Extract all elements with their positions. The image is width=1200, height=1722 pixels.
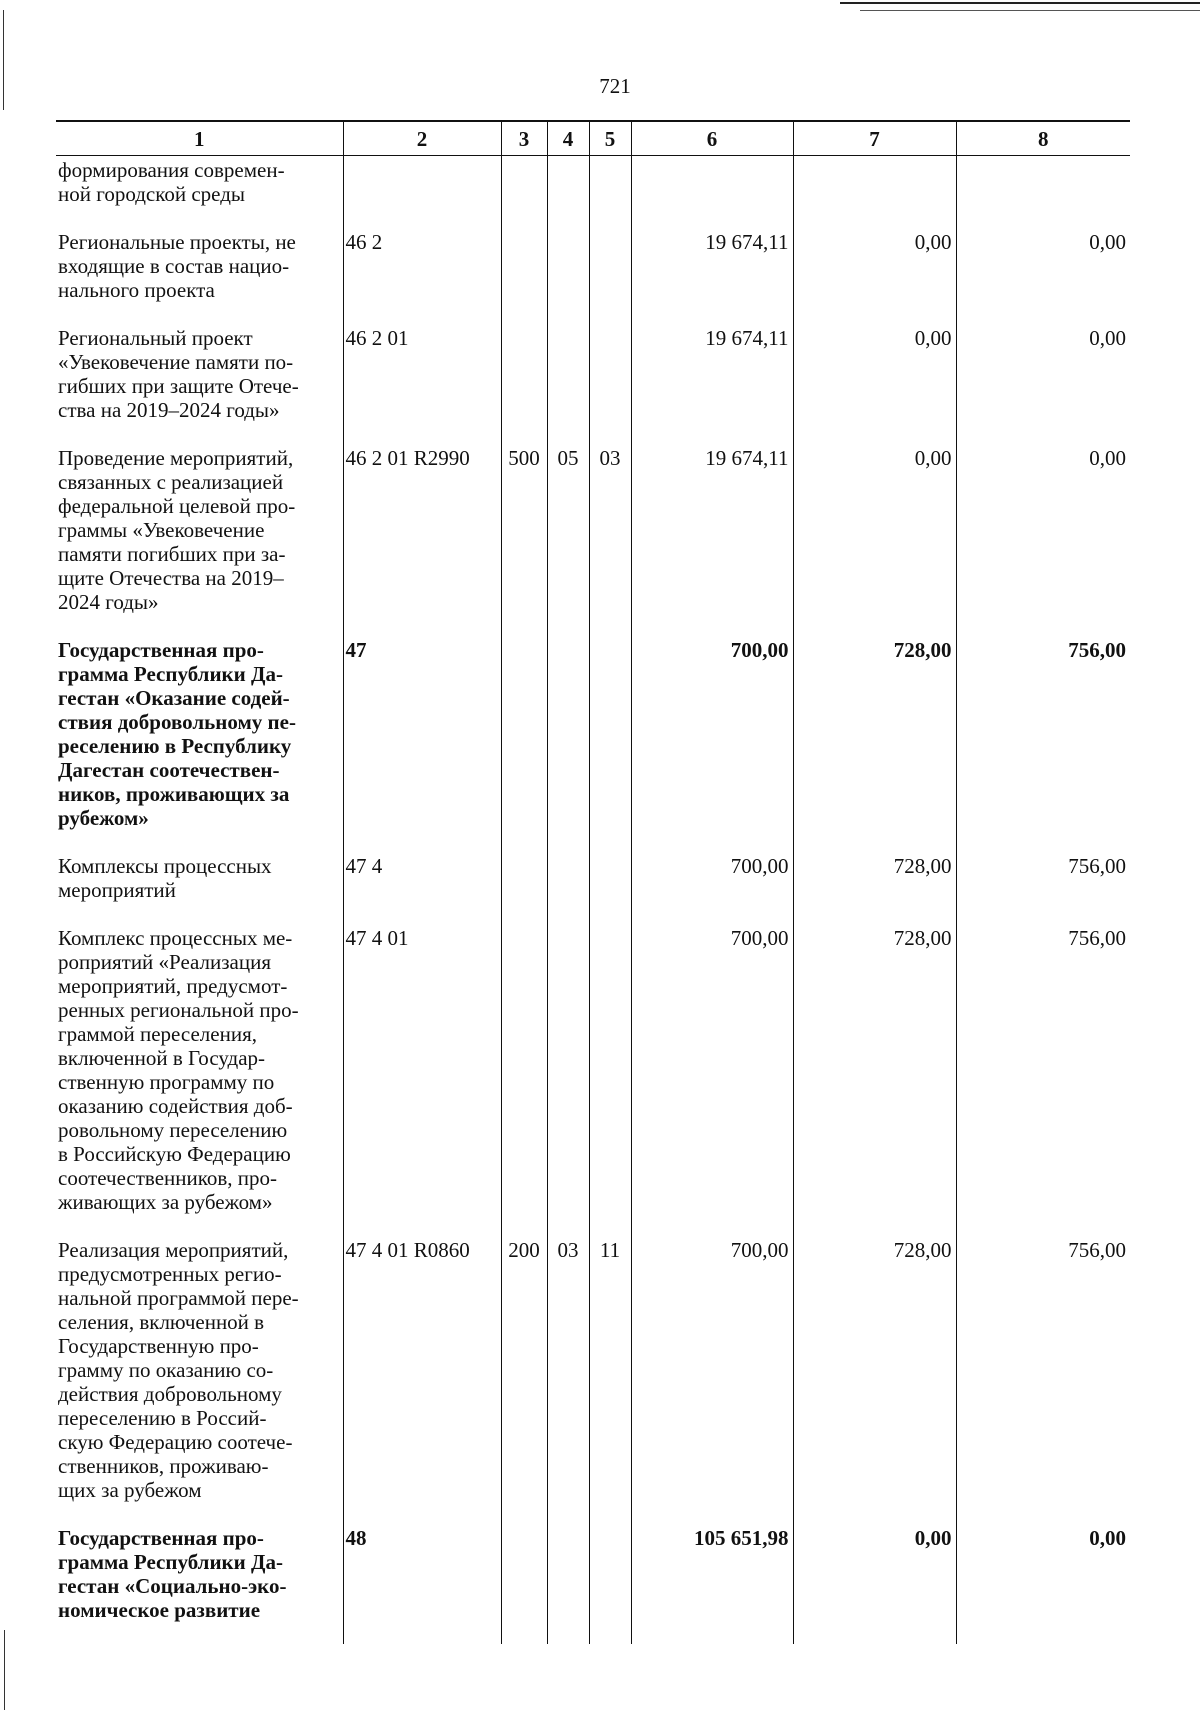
row-value-8: 756,00: [956, 1236, 1130, 1524]
row-c3: [501, 324, 547, 444]
row-value-7: 0,00: [793, 444, 956, 636]
row-c4: 05: [547, 444, 589, 636]
row-code: 46 2 01: [343, 324, 501, 444]
row-c5: [589, 324, 631, 444]
row-c4: [547, 636, 589, 852]
row-c4: [547, 1524, 589, 1644]
table-row: [56, 444, 1130, 636]
scan-edge-line: [860, 10, 1200, 11]
row-c5: [589, 924, 631, 1236]
row-value-6: 700,00: [631, 636, 793, 852]
column-header: 2: [343, 121, 501, 156]
row-c5: [589, 852, 631, 924]
row-c4: [547, 228, 589, 324]
row-name: Региональный проект «Увековечение памяти по- гибших при защите Отече- ства на 2019–2024 годы»: [58, 326, 299, 422]
row-value-7: 728,00: [793, 852, 956, 924]
row-c4: [547, 852, 589, 924]
row-c3: [501, 924, 547, 1236]
row-c4: [547, 324, 589, 444]
row-c4: 03: [547, 1236, 589, 1524]
row-value-6: 19 674,11: [631, 444, 793, 636]
row-value-6: 19 674,11: [631, 228, 793, 324]
row-value-8: 0,00: [956, 324, 1130, 444]
column-header: 6: [631, 121, 793, 156]
row-value-7: 728,00: [793, 1236, 956, 1524]
row-code: 47 4 01 R0860: [343, 1236, 501, 1524]
scan-edge-line: [4, 1630, 5, 1710]
row-name: Государственная про- грамма Республики Да- гестан «Оказание содей- ствия добровольному пе- реселению в Республику Дагестан соотечествен- ников, проживающих за рубежом»: [58, 638, 296, 830]
table-row: [56, 228, 1130, 324]
row-name: Комплекс процессных ме- роприятий «Реализация мероприятий, предусмот- ренных региональной про- граммой переселения, включенной в Государ- ственную программу по оказанию содействия доб- ровольному переселению в Российскую Федерацию соотечественников, про- живающих за рубежом»: [58, 926, 299, 1214]
row-c5: [589, 228, 631, 324]
row-c3: 200: [501, 1236, 547, 1524]
row-name: Региональные проекты, не входящие в состав нацио- нального проекта: [58, 230, 296, 302]
row-value-8: 0,00: [956, 1524, 1130, 1644]
row-code: 46 2: [343, 228, 501, 324]
row-value-7: 0,00: [793, 324, 956, 444]
table-header-row: [56, 121, 1130, 156]
column-header: 5: [589, 121, 631, 156]
table-row: [56, 924, 1130, 1236]
row-c5: [589, 156, 631, 229]
row-value-8: 756,00: [956, 636, 1130, 852]
row-c3: [501, 852, 547, 924]
row-c5: 03: [589, 444, 631, 636]
row-value-8: 756,00: [956, 852, 1130, 924]
row-name: Комплексы процессных мероприятий: [58, 854, 272, 902]
row-c3: [501, 1524, 547, 1644]
row-c5: [589, 1524, 631, 1644]
row-value-8: 0,00: [956, 228, 1130, 324]
table-row: [56, 156, 1130, 229]
row-code: 47 4 01: [343, 924, 501, 1236]
table-row: [56, 1236, 1130, 1524]
row-c3: [501, 228, 547, 324]
row-value-7: 728,00: [793, 924, 956, 1236]
row-c5: 11: [589, 1236, 631, 1524]
row-code: 47 4: [343, 852, 501, 924]
column-header: 1: [56, 121, 343, 156]
row-name: Реализация мероприятий, предусмотренных регио- нальной программой пере- селения, включенной в Государственную про- грамму по оказанию со- действия добровольному переселению в Россий- скую Федерацию соотече- ственников, проживаю- щих за рубежом: [58, 1238, 299, 1502]
table-body: [56, 156, 1130, 1645]
column-header: 7: [793, 121, 956, 156]
page-number: 721: [599, 74, 631, 98]
scan-edge-line: [840, 2, 1200, 4]
row-value-7: 0,00: [793, 1524, 956, 1644]
row-value-7: [793, 156, 956, 229]
row-value-8: 756,00: [956, 924, 1130, 1236]
table-row: [56, 852, 1130, 924]
row-c3: [501, 636, 547, 852]
row-c5: [589, 636, 631, 852]
row-value-6: 105 651,98: [631, 1524, 793, 1644]
row-value-7: 728,00: [793, 636, 956, 852]
row-c4: [547, 924, 589, 1236]
row-name: формирования современ- ной городской среды: [58, 158, 285, 206]
row-c3: 500: [501, 444, 547, 636]
table-row: [56, 324, 1130, 444]
row-code: 48: [343, 1524, 501, 1644]
row-value-6: 700,00: [631, 924, 793, 1236]
column-header: 4: [547, 121, 589, 156]
table-row: [56, 1524, 1130, 1644]
row-value-8: [956, 156, 1130, 229]
row-value-6: 700,00: [631, 852, 793, 924]
budget-table: [56, 120, 1130, 1644]
row-c4: [547, 156, 589, 229]
row-value-6: [631, 156, 793, 229]
column-header: 3: [501, 121, 547, 156]
row-c3: [501, 156, 547, 229]
row-value-7: 0,00: [793, 228, 956, 324]
row-value-6: 19 674,11: [631, 324, 793, 444]
row-value-8: 0,00: [956, 444, 1130, 636]
table-row: [56, 636, 1130, 852]
row-value-6: 700,00: [631, 1236, 793, 1524]
row-code: [343, 156, 501, 229]
row-code: 46 2 01 R2990: [343, 444, 501, 636]
row-name: Проведение мероприятий, связанных с реализацией федеральной целевой про- граммы «Увековечение памяти погибших при за- щите Отечества на 2019– 2024 годы»: [58, 446, 296, 614]
row-code: 47: [343, 636, 501, 852]
row-name: Государственная про- грамма Республики Да- гестан «Социально-эко- номическое развитие: [58, 1526, 287, 1622]
column-header: 8: [956, 121, 1130, 156]
